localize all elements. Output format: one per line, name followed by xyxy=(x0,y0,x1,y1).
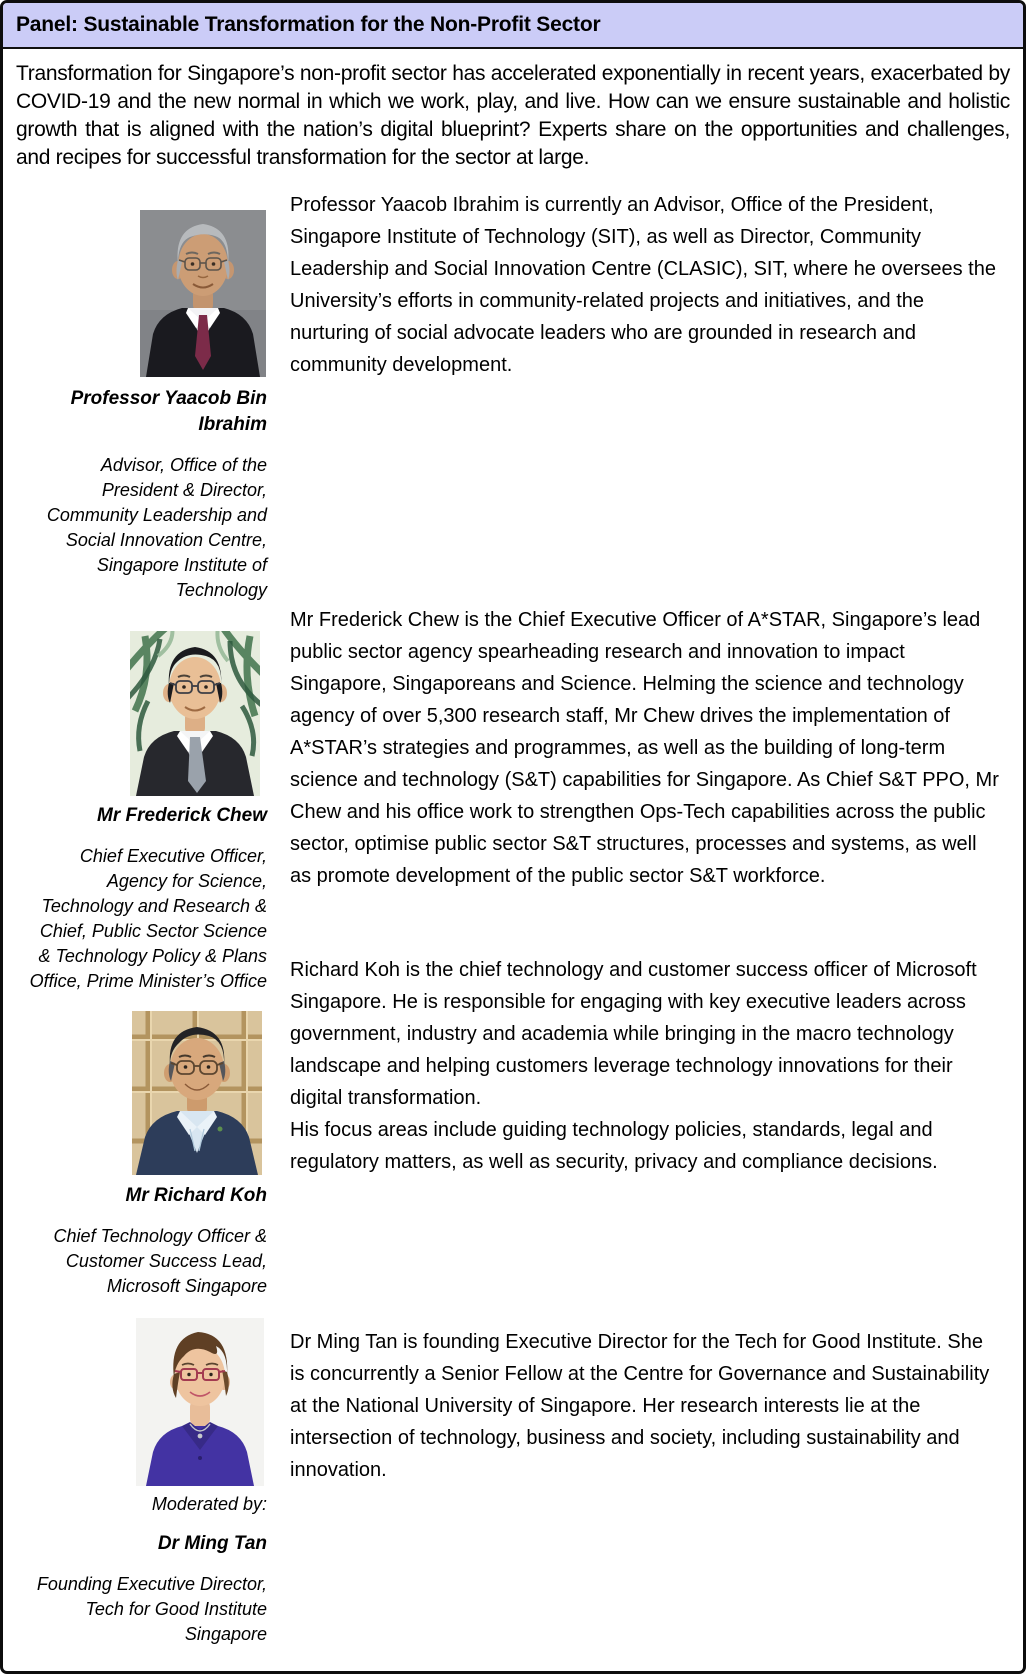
speaker-photo-yaacob-ibrahim xyxy=(140,210,266,377)
speaker-name: Professor Yaacob Bin Ibrahim xyxy=(70,388,267,435)
speaker-photo-frederick-chew xyxy=(130,631,260,796)
speaker-bio-frederick-chew xyxy=(290,604,1002,892)
speaker-name: Mr Richard Koh xyxy=(125,1185,267,1206)
speaker-title: Advisor, Office of the President & Director, Community Leadership and Social Innovation Centre, Singapore Institute of Technology xyxy=(46,455,267,600)
speaker-title: Founding Executive Director, Tech for Good Institute Singapore xyxy=(36,1574,267,1644)
bio-paragraph: Professor Yaacob Ibrahim is currently an Advisor, Office of the President, Singapore Institute of Technology (SIT), as well as Director, Community Leadership and Social Innovation Centre (CLASIC), SIT, where he oversees the University’s efforts in community-related projects and initiatives, and the nurturing of social advocate leaders who are grounded in research and community development. xyxy=(290,194,996,376)
portrait-richard-koh-graphic xyxy=(132,1011,262,1175)
speaker-bio-ming-tan xyxy=(290,1326,1002,1486)
panel-intro-paragraph: Transformation for Singapore’s non-profit sector has accelerated exponentially in recent years, exacerbated by COVID-19 and the new normal in which we work, play, and live. How can we ensure sustainable and holistic growth that is aligned with the nation’s digital blueprint? Experts share on the opportunities and challenges, and recipes for successful transformation for the sector at large. xyxy=(16,62,1010,169)
portrait-ming-tan-graphic xyxy=(136,1318,264,1486)
speaker-bio-richard-koh xyxy=(290,954,1002,1178)
speaker-name: Dr Ming Tan xyxy=(157,1533,267,1554)
bio-paragraph: Dr Ming Tan is founding Executive Director for the Tech for Good Institute. She is concurrently a Senior Fellow at the Centre for Governance and Sustainability at the National University of Singapore. Her research interests lie at the intersection of technology, business and society, including sustainability and innovation. xyxy=(290,1331,990,1481)
panel-title: Panel: Sustainable Transformation for the Non-Profit Sector xyxy=(16,13,601,36)
speaker-caption-frederick-chew xyxy=(27,803,267,994)
speaker-caption-ming-tan xyxy=(27,1492,267,1647)
moderated-by-label: Moderated by: xyxy=(151,1494,267,1514)
portrait-yaacob-bin-ibrahim-graphic xyxy=(140,210,266,377)
portrait-frederick-chew-graphic xyxy=(130,631,260,796)
panel-header-bar xyxy=(3,3,1023,49)
speaker-photo-richard-koh xyxy=(132,1011,262,1175)
speaker-caption-yaacob-ibrahim xyxy=(27,386,267,603)
bio-paragraph: Mr Frederick Chew is the Chief Executive Officer of A*STAR, Singapore’s lead public sector agency spearheading research and innovation to impact Singapore, Singaporeans and Science. Helming the science and technology agency of over 5,300 research staff, Mr Chew drives the implementation of A*STAR’s strategies and programmes, as well as the building of long-term science and technology (S&T) capabilities for Singapore. As Chief S&T PPO, Mr Chew and his office work to strengthen Ops-Tech capabilities across the public sector, optimise public sector S&T structures, processes and systems, as well as promote development of the public sector S&T workforce. xyxy=(290,609,999,887)
bio-paragraph: His focus areas include guiding technology policies, standards, legal and regulatory matters, as well as security, privacy and compliance decisions. xyxy=(290,1119,938,1173)
speaker-title: Chief Executive Officer, Agency for Science, Technology and Research & Chief, Public Sector Science & Technology Policy & Plans Office, Prime Minister’s Office xyxy=(29,846,267,991)
speaker-caption-richard-koh xyxy=(27,1183,267,1299)
speaker-title: Chief Technology Officer & Customer Success Lead, Microsoft Singapore xyxy=(53,1226,267,1296)
speaker-bio-yaacob-ibrahim xyxy=(290,189,1002,381)
speaker-name: Mr Frederick Chew xyxy=(97,805,267,826)
bio-paragraph: Richard Koh is the chief technology and customer success officer of Microsoft Singapore. He is responsible for engaging with key executive leaders across government, industry and academia while bringing in the macro technology landscape and helping customers leverage technology innovations for their digital transformation. xyxy=(290,959,977,1109)
speaker-photo-ming-tan xyxy=(136,1318,264,1486)
